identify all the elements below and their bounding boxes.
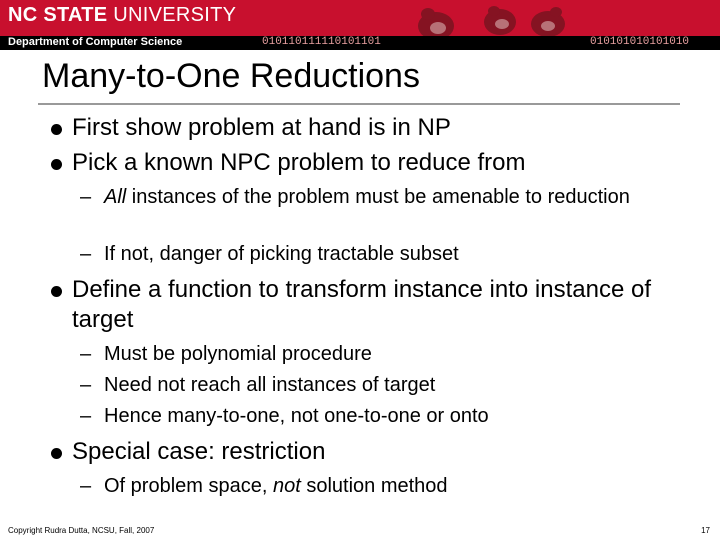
bullet-4: Special case: restriction: [72, 437, 692, 467]
copyright-footer: Copyright Rudra Dutta, NCSU, Fall, 2007: [8, 526, 155, 535]
binary-decoration-left: 010110111110101101: [262, 36, 381, 48]
bullet-dot: [51, 124, 62, 135]
sub-bullet-3-3: – Hence many-to-one, not one-to-one or onto: [80, 405, 489, 427]
sub-bullet-dash: –: [80, 243, 92, 265]
department-name: Department of Computer Science: [8, 36, 183, 48]
sub-bullet-dash: –: [80, 343, 92, 365]
bullet-dot: [51, 448, 62, 459]
sub-bullet-4-1: – Of problem space, not solution method: [80, 475, 448, 497]
sub-bullet-dash: –: [80, 186, 92, 208]
bullet-dot: [51, 159, 62, 170]
sub-bullet-3-1: – Must be polynomial procedure: [80, 343, 372, 365]
sub-bullet-dash: –: [80, 405, 92, 427]
binary-decoration-right: 010101010101010: [590, 36, 690, 48]
bullet-3: Define a function to transform instance into instance of target: [72, 275, 692, 335]
sub-bullet-2-2: – If not, danger of picking tractable subset: [80, 243, 459, 265]
bullet-1: First show problem at hand is in NP: [72, 113, 692, 143]
sub-bullet-dash: –: [80, 475, 92, 497]
sub-bullet-dash: –: [80, 374, 92, 396]
page-number: 17: [701, 526, 710, 535]
bullet-dot: [51, 286, 62, 297]
bullet-2: Pick a known NPC problem to reduce from: [72, 148, 692, 178]
sub-bullet-3-2: – Need not reach all instances of target: [80, 374, 436, 396]
university-name: NC STATE UNIVERSITY: [8, 4, 237, 26]
sub-bullet-2-1: – All instances of the problem must be amenable to reduction: [80, 186, 630, 208]
title-divider: [38, 103, 680, 105]
header-banner: [0, 0, 720, 50]
slide-title: Many-to-One Reductions: [42, 57, 420, 95]
